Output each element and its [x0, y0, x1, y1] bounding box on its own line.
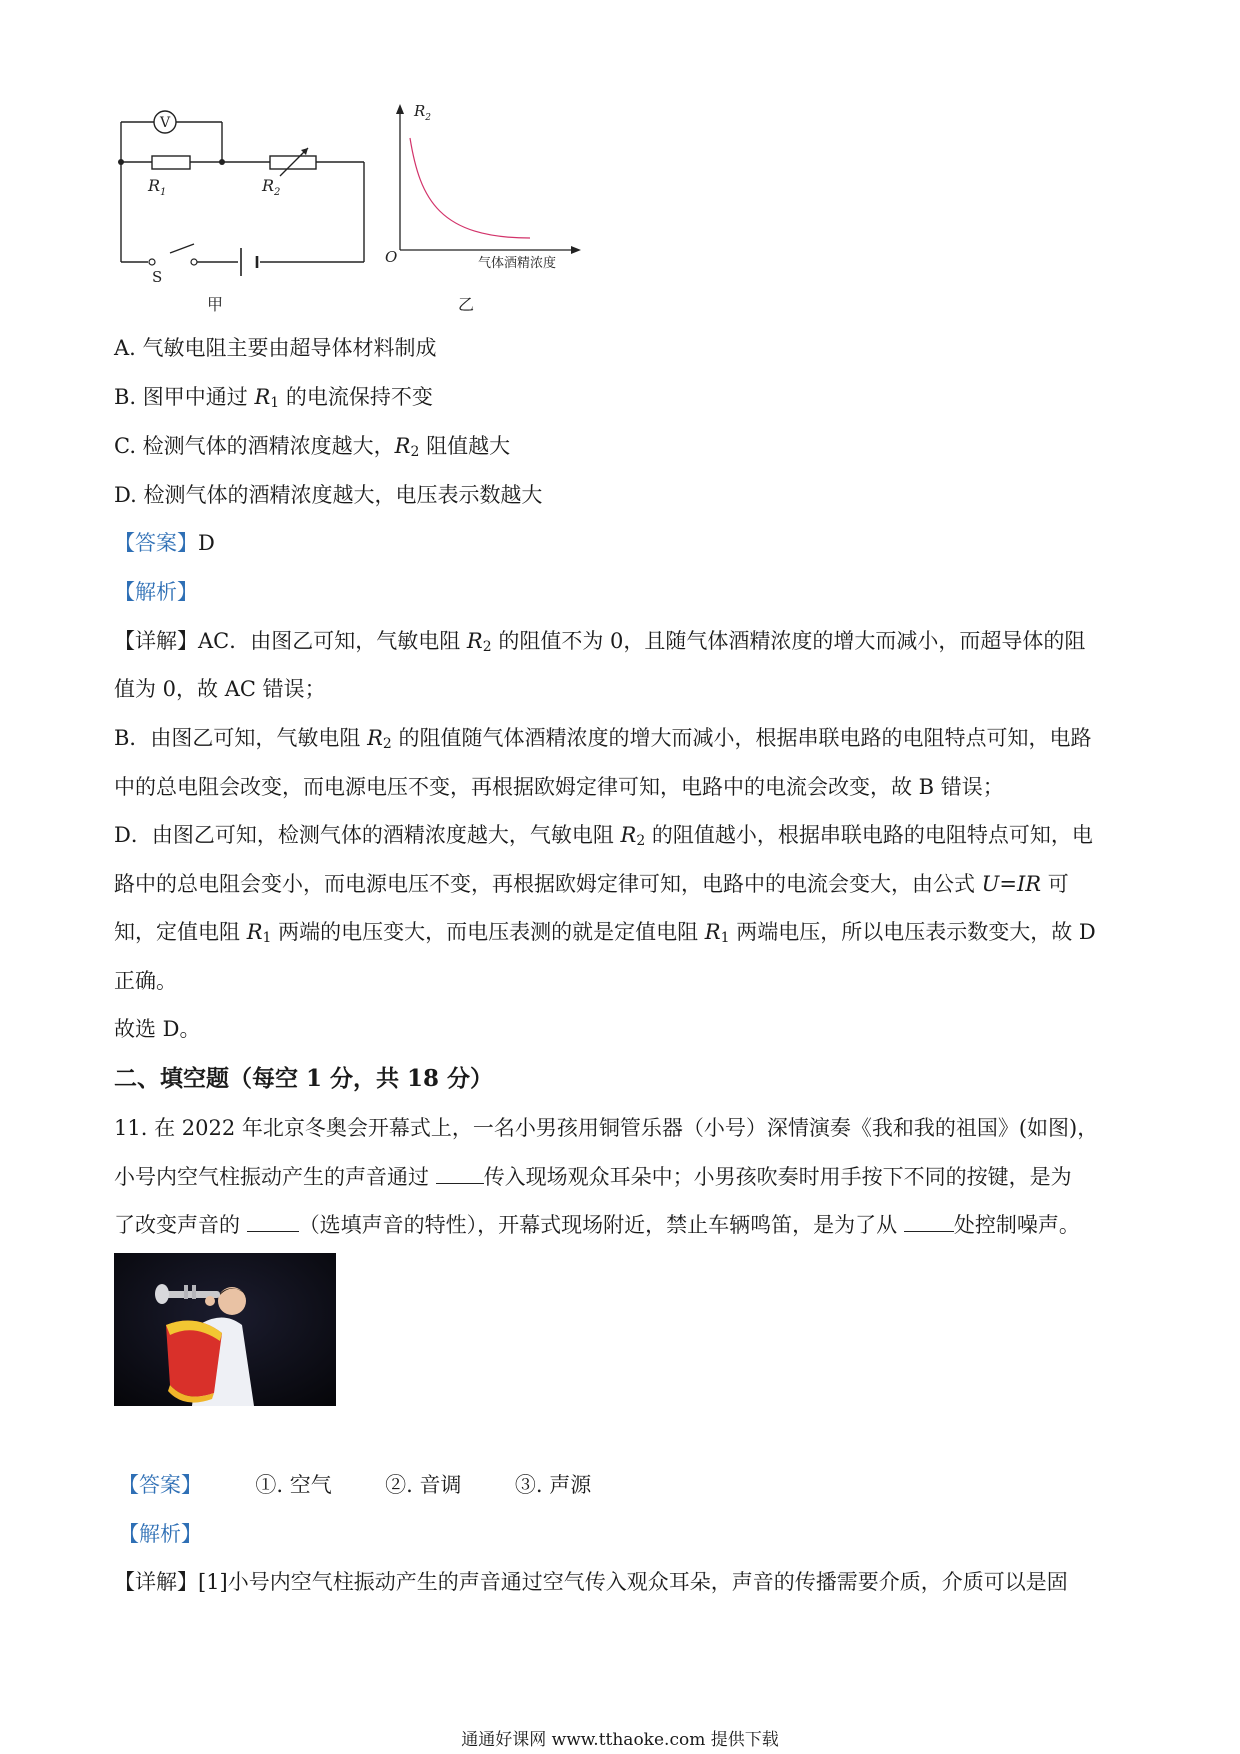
section-heading: 二、填空题（每空 1 分，共 18 分） — [114, 1065, 494, 1092]
y-axis-label: $R_2$ — [414, 102, 432, 123]
q10-detail-line-6: 路中的总电阻会变小，而电源电压不变，再根据欧姆定律可知，电路中的电流会变大，由公式 U=IR 可 — [114, 872, 1069, 896]
switch-label: S — [152, 268, 163, 286]
option-c: C. 检测气体的酒精浓度越大，$R_2$ 阻值越大 — [114, 434, 511, 460]
circuit-diagram — [110, 100, 370, 315]
q10-detail-line-7: 知，定值电阻 $R_1$ 两端的电压变大，而电压表测的就是定值电阻 $R_1$ 两端电压，所以电压表示数变大，故 D — [114, 920, 1096, 946]
option-a: A. 气敏电阻主要由超导体材料制成 — [114, 336, 437, 360]
page-footer: 通通好课网 www.tthaoke.com 提供下载 — [461, 1730, 779, 1750]
r2-label: $R_2$ — [262, 176, 281, 198]
switch — [149, 259, 155, 265]
q10-detail-line-8: 正确。 — [114, 969, 177, 993]
blank-2 — [247, 1211, 299, 1232]
origin-label: O — [385, 248, 398, 266]
q10-analysis-tag: 【解析】 — [114, 580, 198, 604]
q11-line-1: 11. 在 2022 年北京冬奥会开幕式上，一名小男孩用铜管乐器（小号）深情演奏《我和我的祖国》(如图)， — [114, 1116, 1099, 1140]
q10-detail-line-5: D．由图乙可知，检测气体的酒精浓度越大，气敏电阻 $R_2$ 的阻值越小，根据串联电路的电阻特点可知，电 — [114, 823, 1093, 849]
answer-2: ②. 音调 — [385, 1473, 462, 1497]
option-d: D. 检测气体的酒精浓度越大，电压表示数越大 — [114, 483, 543, 507]
option-b: B. 图甲中通过 $R_1$ 的电流保持不变 — [114, 385, 433, 411]
q10-answer: 【答案】D — [114, 531, 215, 555]
q11-line-2: 小号内空气柱振动产生的声音通过 传入现场观众耳朵中；小男孩吹奏时用手按下不同的按键，是为 — [114, 1165, 1072, 1189]
answer-1: ①. 空气 — [255, 1473, 332, 1497]
q11-analysis-tag: 【解析】 — [118, 1522, 202, 1546]
r1-label: $R_1$ — [148, 176, 167, 198]
resistor-r1 — [152, 156, 190, 169]
resistance-curve — [410, 138, 530, 238]
q10-detail-line-3: B．由图乙可知，气敏电阻 $R_2$ 的阻值随气体酒精浓度的增大而减小，根据串联电路的电阻特点可知，电路 — [114, 726, 1092, 752]
q11-line-3: 了改变声音的 （选填声音的特性），开幕式现场附近，禁止车辆鸣笛，是为了从 处控制噪声。 — [114, 1213, 1080, 1237]
figure-a-caption: 甲 — [207, 295, 224, 314]
answer-3: ③. 声源 — [514, 1473, 592, 1497]
q11-answer: 【答案】 ①. 空气 ②. 音调 ③. 声源 — [118, 1473, 592, 1497]
x-axis-label: 气体酒精浓度 — [478, 256, 557, 271]
blank-1 — [436, 1163, 484, 1184]
resistance-concentration-graph — [380, 100, 590, 315]
q10-detail-line-1: 【详解】AC．由图乙可知，气敏电阻 $R_2$ 的阻值不为 0，且随气体酒精浓度的增大而减小，而超导体的阻 — [114, 629, 1086, 655]
trumpet-boy-photo — [114, 1253, 336, 1406]
q10-detail-line-2: 值为 0，故 AC 错误； — [114, 677, 326, 701]
blank-3 — [904, 1211, 954, 1232]
voltmeter-label: V — [159, 115, 171, 131]
q11-detail: 【详解】[1]小号内空气柱振动产生的声音通过空气传入观众耳朵，声音的传播需要介质，介质可以是固 — [114, 1570, 1068, 1594]
q10-detail-line-4: 中的总电阻会改变，而电源电压不变，再根据欧姆定律可知，电路中的电流会改变，故 B 错误； — [114, 775, 1004, 799]
figure-b-caption: 乙 — [458, 295, 475, 314]
q10-conclusion: 故选 D。 — [114, 1017, 201, 1041]
